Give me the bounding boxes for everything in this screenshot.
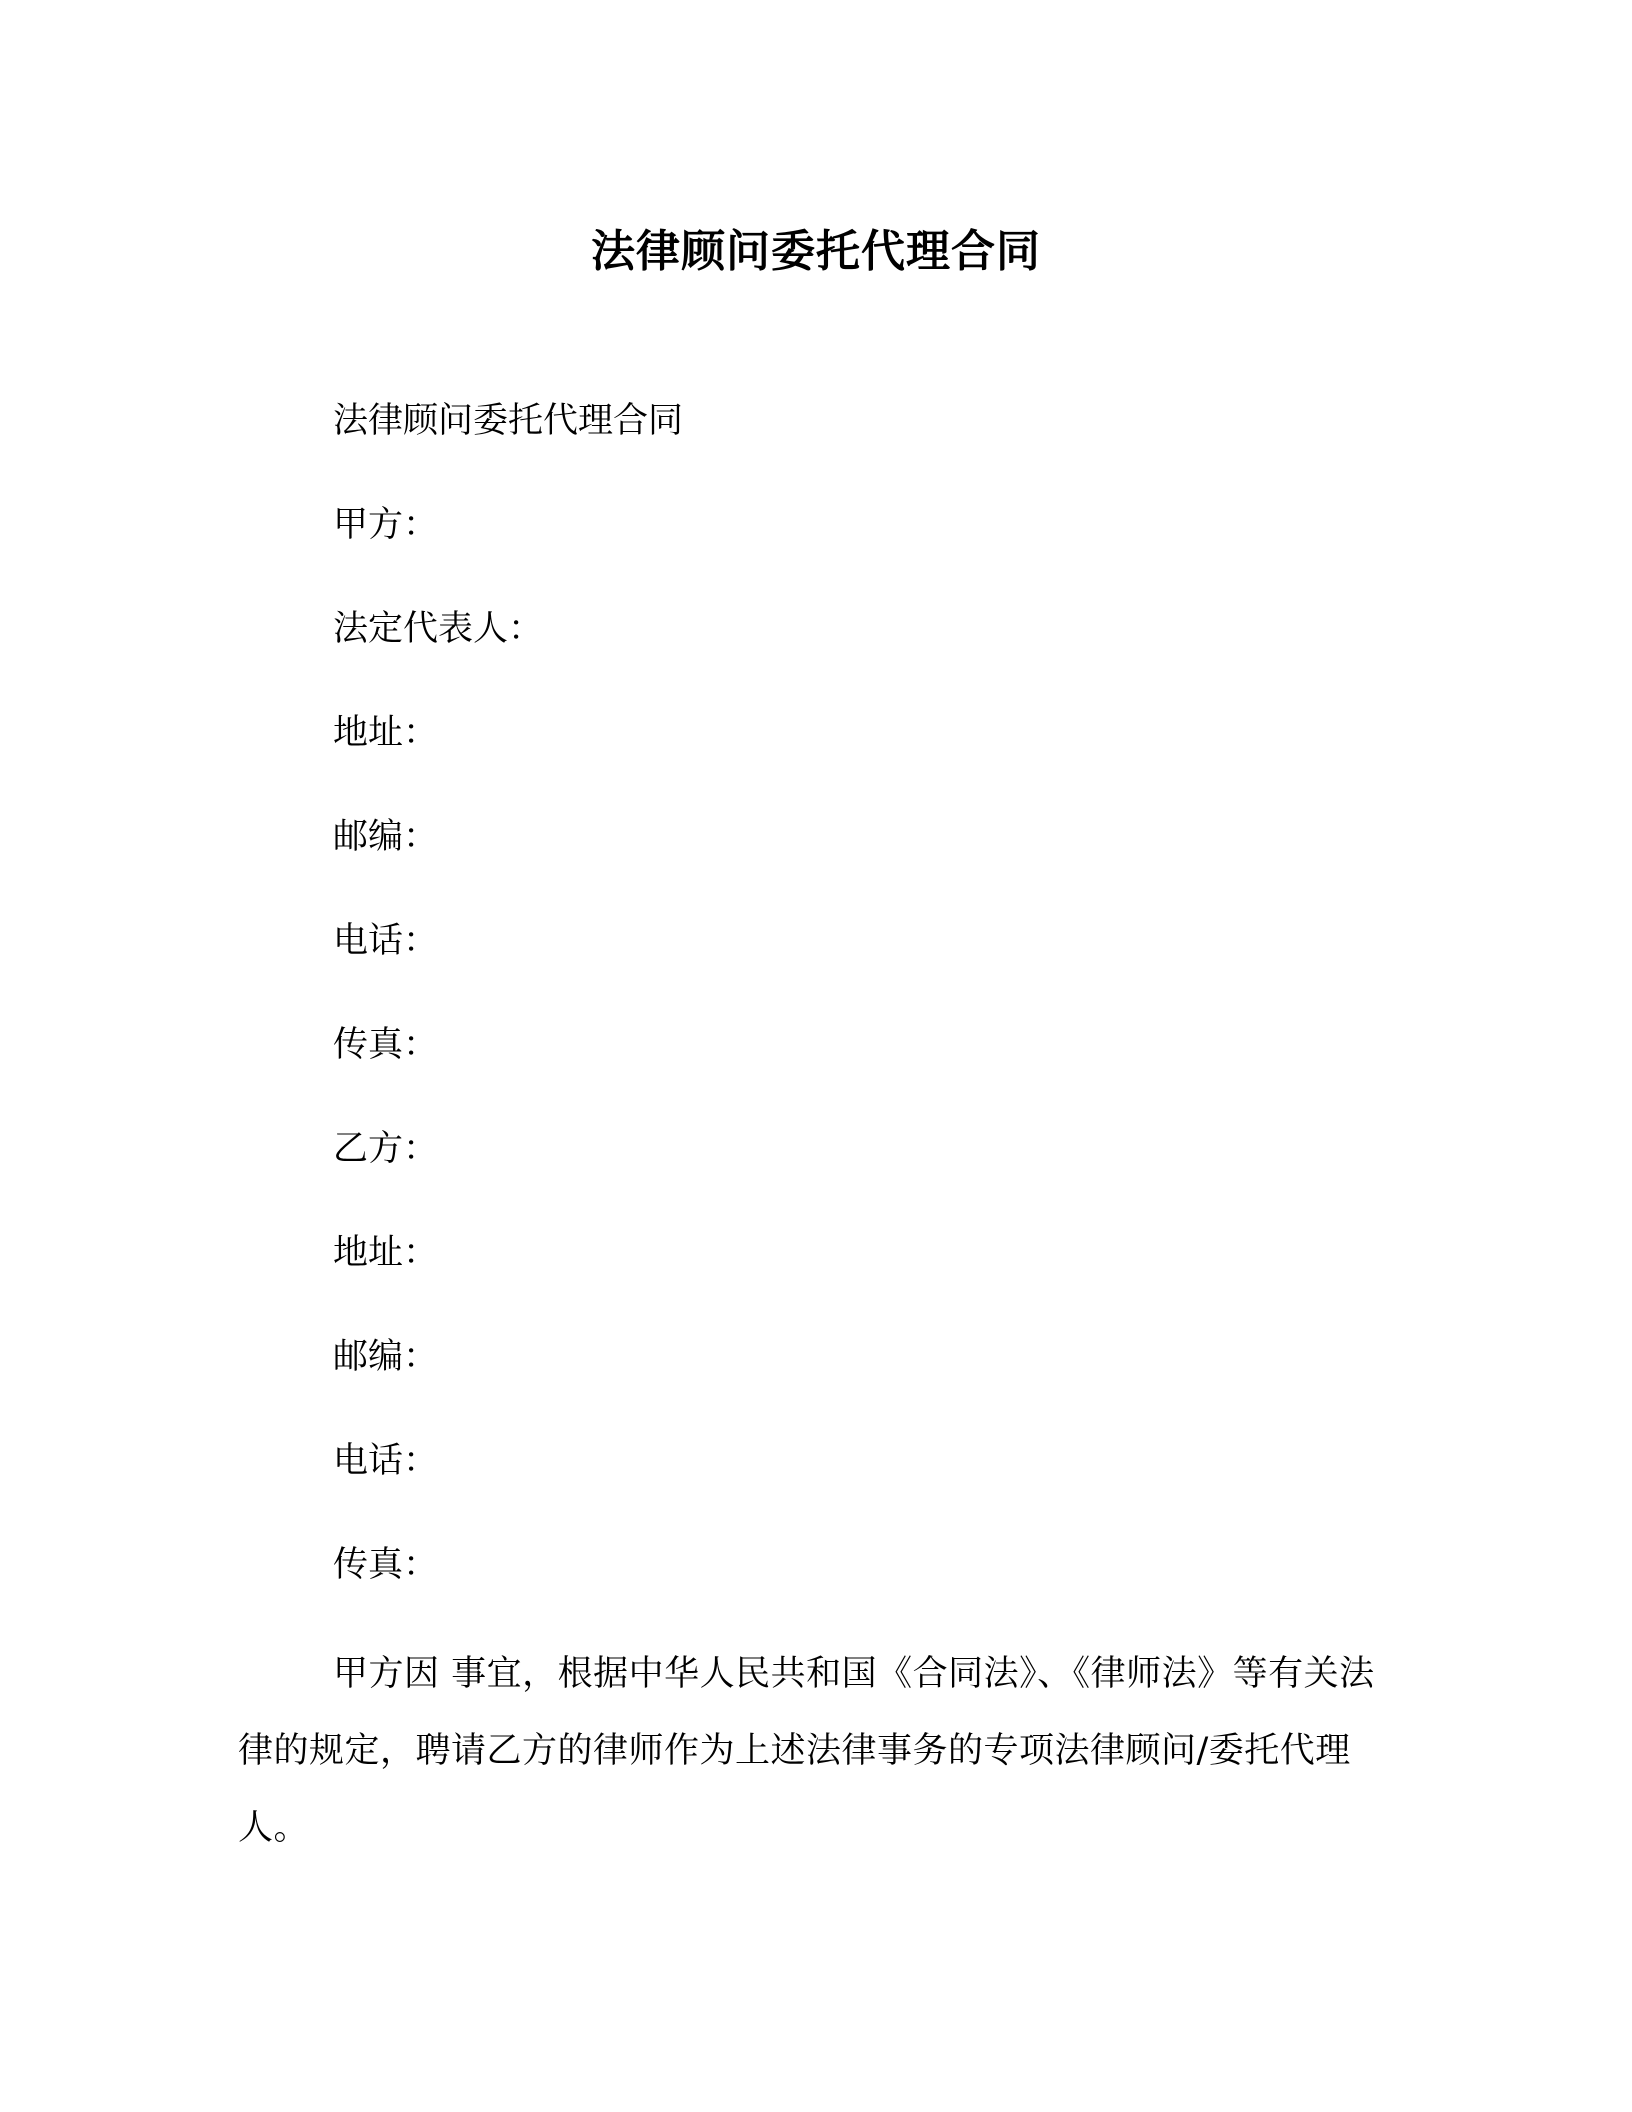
party-a-label: 甲方： — [333, 505, 439, 545]
party-b-phone-label: 电话： — [333, 1441, 439, 1481]
party-info-list — [333, 395, 683, 1591]
party-b-postcode-label: 邮编： — [333, 1337, 439, 1377]
party-a-postcode-label: 邮编： — [333, 817, 439, 857]
party-b-fax-label: 传真： — [333, 1545, 439, 1585]
party-a-fax-label: 传真： — [333, 1025, 439, 1065]
party-b-label: 乙方： — [333, 1129, 439, 1169]
party-b-address-label: 地址： — [333, 1233, 439, 1273]
contract-intro-paragraph: 甲方因 事宜，根据中华人民共和国《合同法》、《律师法》等有关法律的规定，聘请乙方的律师作为上述法律事务的专项法律顾问/委托代理人。 — [238, 1654, 1375, 1848]
party-a-address-label: 地址： — [333, 713, 439, 753]
party-a-phone-label: 电话： — [333, 921, 439, 961]
legal-representative-label: 法定代表人： — [333, 609, 544, 649]
subtitle-line: 法律顾问委托代理合同 — [333, 401, 684, 441]
document-title: 法律顾问委托代理合同 — [591, 226, 1041, 277]
